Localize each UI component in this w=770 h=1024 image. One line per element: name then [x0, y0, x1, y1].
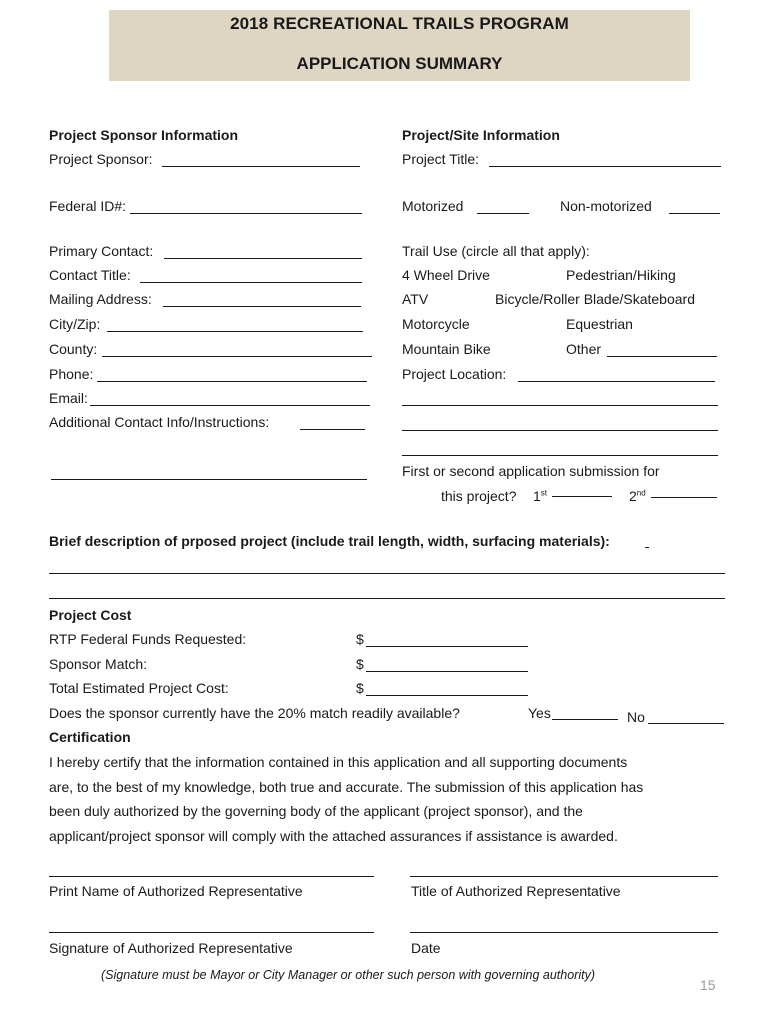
- submission-question: First or second application submission for: [402, 463, 660, 479]
- mailing-address-field[interactable]: [163, 306, 361, 307]
- trail-use-mountain-bike[interactable]: Mountain Bike: [402, 341, 491, 357]
- sponsor-match-label: Sponsor Match:: [49, 656, 148, 672]
- total-cost-label: Total Estimated Project Cost:: [49, 680, 229, 696]
- certification-text-line: applicant/project sponsor will comply with the attached assurances if assistance is awarded.: [49, 828, 618, 844]
- federal-id-label: Federal ID#:: [49, 198, 127, 214]
- trail-use-atv[interactable]: ATV: [402, 291, 429, 307]
- phone-field[interactable]: [97, 381, 367, 382]
- title-label: Title of Authorized Representative: [411, 883, 621, 899]
- match-yes-field[interactable]: [552, 719, 618, 720]
- description-field-start[interactable]: [645, 547, 649, 548]
- phone-label: Phone:: [49, 366, 94, 382]
- page-title: 2018 RECREATIONAL TRAILS PROGRAM: [230, 14, 569, 33]
- rtp-funds-label: RTP Federal Funds Requested:: [49, 631, 247, 647]
- sponsor-match-field[interactable]: [366, 671, 528, 672]
- email-field[interactable]: [90, 405, 370, 406]
- project-location-field[interactable]: [518, 381, 715, 382]
- trail-use-pedestrian[interactable]: Pedestrian/Hiking: [566, 267, 676, 283]
- trail-use-heading: Trail Use (circle all that apply):: [402, 243, 590, 259]
- city-zip-field[interactable]: [107, 331, 363, 332]
- trail-use-other-field[interactable]: [607, 356, 717, 357]
- project-title-field[interactable]: [489, 166, 721, 167]
- page-subtitle: APPLICATION SUMMARY: [296, 54, 503, 73]
- match-no-label: No: [627, 709, 645, 725]
- project-location-label: Project Location:: [402, 366, 507, 382]
- page-number: 15: [700, 977, 716, 993]
- additional-contact-label: Additional Contact Info/Instructions:: [49, 414, 270, 430]
- additional-contact-field[interactable]: [300, 429, 365, 430]
- description-field-line2[interactable]: [49, 598, 725, 599]
- project-title-label: Project Title:: [402, 151, 480, 167]
- currency-symbol: $: [356, 680, 364, 696]
- email-label: Email:: [49, 390, 88, 406]
- project-sponsor-label: Project Sponsor:: [49, 151, 153, 167]
- motorized-label: Motorized: [402, 198, 464, 214]
- print-name-label: Print Name of Authorized Representative: [49, 883, 303, 899]
- signature-field[interactable]: [49, 932, 374, 933]
- print-name-field[interactable]: [49, 876, 374, 877]
- site-info-heading: Project/Site Information: [402, 127, 560, 143]
- first-submission-label: 1st: [533, 488, 548, 504]
- primary-contact-field[interactable]: [164, 258, 362, 259]
- trail-use-other[interactable]: Other: [566, 341, 602, 357]
- city-zip-label: City/Zip:: [49, 316, 101, 332]
- certification-text-line: are, to the best of my knowledge, both true and accurate. The submission of this application has: [49, 779, 644, 795]
- page-header: [109, 10, 690, 81]
- match-question: Does the sponsor currently have the 20% match readily available?: [49, 705, 460, 721]
- total-cost-field[interactable]: [366, 695, 528, 696]
- match-no-field[interactable]: [648, 723, 724, 724]
- signature-label: Signature of Authorized Representative: [49, 940, 293, 956]
- project-location-field-line3[interactable]: [402, 430, 718, 431]
- non-motorized-field[interactable]: [669, 213, 720, 214]
- match-yes-label: Yes: [528, 705, 551, 721]
- date-field[interactable]: [410, 932, 718, 933]
- project-location-field-line2[interactable]: [402, 405, 718, 406]
- trail-use-motorcycle[interactable]: Motorcycle: [402, 316, 470, 332]
- certification-heading: Certification: [49, 729, 131, 745]
- certification-text-line: I hereby certify that the information contained in this application and all supporting documents: [49, 754, 628, 770]
- signature-footnote: (Signature must be Mayor or City Manager or other such person with governing authority): [101, 968, 595, 982]
- submission-question-line2: this project?: [441, 488, 517, 504]
- first-submission-field[interactable]: [552, 496, 612, 497]
- project-location-field-line4[interactable]: [402, 455, 718, 456]
- second-submission-field[interactable]: [651, 497, 717, 498]
- second-submission-label: 2nd: [629, 488, 646, 504]
- motorized-field[interactable]: [477, 213, 529, 214]
- county-field[interactable]: [102, 356, 372, 357]
- description-heading: Brief description of prposed project (include trail length, width, surfacing materials):: [49, 533, 610, 549]
- rtp-funds-field[interactable]: [366, 646, 528, 647]
- project-cost-heading: Project Cost: [49, 607, 132, 623]
- primary-contact-label: Primary Contact:: [49, 243, 154, 259]
- additional-contact-field-line2[interactable]: [51, 479, 367, 480]
- trail-use-4wd[interactable]: 4 Wheel Drive: [402, 267, 490, 283]
- certification-text-line: been duly authorized by the governing body of the applicant (project sponsor), and the: [49, 803, 583, 819]
- sponsor-info-heading: Project Sponsor Information: [49, 127, 239, 143]
- project-sponsor-field[interactable]: [162, 166, 360, 167]
- county-label: County:: [49, 341, 98, 357]
- mailing-address-label: Mailing Address:: [49, 291, 152, 307]
- title-field[interactable]: [410, 876, 718, 877]
- trail-use-equestrian[interactable]: Equestrian: [566, 316, 633, 332]
- currency-symbol: $: [356, 656, 364, 672]
- date-label: Date: [411, 940, 441, 956]
- contact-title-field[interactable]: [140, 282, 362, 283]
- trail-use-bicycle[interactable]: Bicycle/Roller Blade/Skateboard: [495, 291, 695, 307]
- description-field-line1[interactable]: [49, 573, 725, 574]
- non-motorized-label: Non-motorized: [560, 198, 652, 214]
- federal-id-field[interactable]: [130, 213, 362, 214]
- contact-title-label: Contact Title:: [49, 267, 131, 283]
- currency-symbol: $: [356, 631, 364, 647]
